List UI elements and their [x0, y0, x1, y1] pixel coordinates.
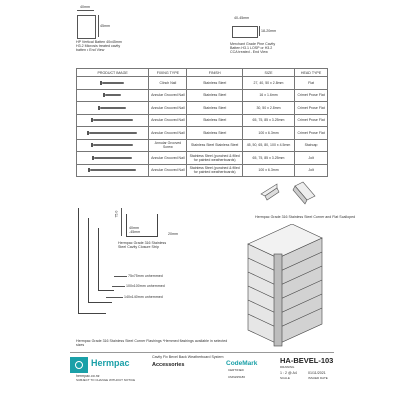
nail-image — [77, 164, 149, 177]
head-cell: Crimet Prose Flat — [295, 102, 328, 115]
head-cell: Flat — [295, 77, 328, 90]
fixing-cell: Annular Grooved Nail — [149, 89, 187, 102]
table-row — [77, 114, 328, 127]
table-row — [77, 152, 328, 165]
table-header-row — [77, 69, 328, 77]
size-cell: 27, 40, 50 x 2.8mm — [242, 77, 294, 90]
hermpac-logo-icon — [70, 357, 88, 373]
nail-image — [77, 127, 149, 140]
screw-image — [77, 139, 149, 152]
corner-caption: Hermpac Grade 316 Stainless Steel Corner and Flat Scalloped — [255, 215, 356, 219]
fixing-cell: Annular Grooved Nail — [149, 152, 187, 165]
brand-name: Hermpac — [91, 358, 130, 368]
table-row — [77, 102, 328, 115]
flashing-label-75: 75x75mm unhemmed — [128, 274, 163, 278]
finish-cell: Stainless Steel — [187, 114, 242, 127]
head-cell: Jolt — [295, 164, 328, 177]
col-head-type: HEAD TYPE — [295, 69, 328, 77]
col-size: SIZE — [242, 69, 294, 77]
head-cell: Staircap — [295, 139, 328, 152]
fixing-cell: Annular Grooved Nail — [149, 102, 187, 115]
system-title: Cavity Fix Bevel Back Weatherboard System — [152, 355, 224, 359]
flashing-label-140: 140x140mm unhemmed — [124, 295, 163, 299]
head-cell: Crimet Prose Flat — [295, 114, 328, 127]
title-block — [70, 352, 334, 383]
batten-height-dim: 45mm — [100, 24, 110, 28]
head-cell: Jolt — [295, 152, 328, 165]
head-cell: Crimet Prose Flat — [295, 89, 328, 102]
table-row — [77, 164, 328, 177]
batten-caption: HP Vertical Batten 40x45mm H3.2 Microsis treated cavity batten • End View — [76, 40, 122, 53]
table-row — [77, 127, 328, 140]
issued-date-label: ISSUED DATE — [308, 376, 328, 380]
codemark-logo: CodeMark — [226, 360, 258, 367]
fixings-table — [76, 68, 328, 177]
drawing-number: HA-BEVEL-103 — [280, 356, 334, 365]
flashing-label-100: 100x100mm unhemmed — [126, 284, 165, 288]
nail-image — [77, 89, 149, 102]
closure-caption: Hermpac Grade 316 Stainless Steel Cavity Closure Strip — [118, 241, 167, 250]
codemark-sub: CERTIFIED — [228, 368, 244, 372]
codemark-number: CMNZ25186 — [228, 375, 246, 379]
size-cell: 100 x 6.3mm — [242, 164, 294, 177]
size-cell: 30, 50 x 2.8mm — [242, 102, 294, 115]
issued-date: 01/11/2021 — [308, 371, 326, 375]
size-cell: 65, 75, 85 x 3.25mm — [242, 152, 294, 165]
size-cell: 16 x 1.6mm — [242, 89, 294, 102]
finish-cell: Stainless Steel (punched & filled for painted weatherboards) — [187, 164, 242, 177]
head-cell: Crimet Prose Flat — [295, 127, 328, 140]
scale-value: 1 : 2 @ A4 — [280, 371, 297, 375]
fixing-cell: Annular Grooved Nail — [149, 164, 187, 177]
finish-cell: Stainless Steel — [187, 102, 242, 115]
closure-dim-top: 75.0 — [114, 210, 119, 218]
finish-cell: Stainless Steel (punched & filled for painted weatherboards) — [187, 152, 242, 165]
finish-cell: Stainless Steel Stainless Steel — [187, 139, 242, 152]
scale-label: SCALE — [280, 376, 290, 380]
table-row — [77, 139, 328, 152]
col-finish: FINISH — [187, 69, 242, 77]
flashings-caption: Hermpac Grade 316 Stainless Steel Corner Flashings *Hemmed flashings available in selected sizes — [76, 339, 228, 348]
closure-dim-left: 40mm -45mm — [129, 226, 141, 235]
pine-batten-caption: Merchant Grade Pine Cavity Batten H3.1 LOSP or H3.2 CCA treated - End View — [230, 42, 276, 55]
pine-batten-height-dim: 18-20mm — [261, 29, 277, 33]
brand-url: hermpac.co.nz — [76, 374, 100, 378]
disclaimer: SUBJECT TO CHANGE WITHOUT NOTICE — [76, 378, 136, 382]
finish-cell: Stainless Steel — [187, 89, 242, 102]
nail-image — [77, 114, 149, 127]
finish-cell: Stainless Steel — [187, 127, 242, 140]
nail-image — [77, 152, 149, 165]
drawing-label: DRAWING — [280, 365, 295, 369]
size-cell: 65, 75, 85 x 3.25mm — [242, 114, 294, 127]
fixing-cell: Annular Grooved Screw — [149, 139, 187, 152]
nail-image — [77, 77, 149, 90]
table-row — [77, 89, 328, 102]
section-title: Accessories — [152, 362, 185, 368]
table-row — [77, 77, 328, 90]
size-cell: 100 x 6.3mm — [242, 127, 294, 140]
fixing-cell: Clinch Nail — [149, 77, 187, 90]
col-fixing-type: FIXING TYPE — [149, 69, 187, 77]
batten-width-dim: 40mm — [80, 5, 90, 9]
pine-batten-width-dim: 40-45mm — [234, 16, 250, 20]
finish-cell: Stainless Steel — [187, 77, 242, 90]
fixing-cell: Annular Grooved Nail — [149, 127, 187, 140]
closure-dim-right: 20mm — [168, 232, 178, 236]
size-cell: 45, 50, 65, 80, 100 x 4.5mm — [242, 139, 294, 152]
corner-scalloped-diagram — [255, 180, 325, 220]
col-product-image: PRODUCT IMAGE — [77, 69, 149, 77]
corner-assembly-illustration — [240, 224, 330, 350]
fixing-cell: Annular Grooved Nail — [149, 114, 187, 127]
nail-image — [77, 102, 149, 115]
